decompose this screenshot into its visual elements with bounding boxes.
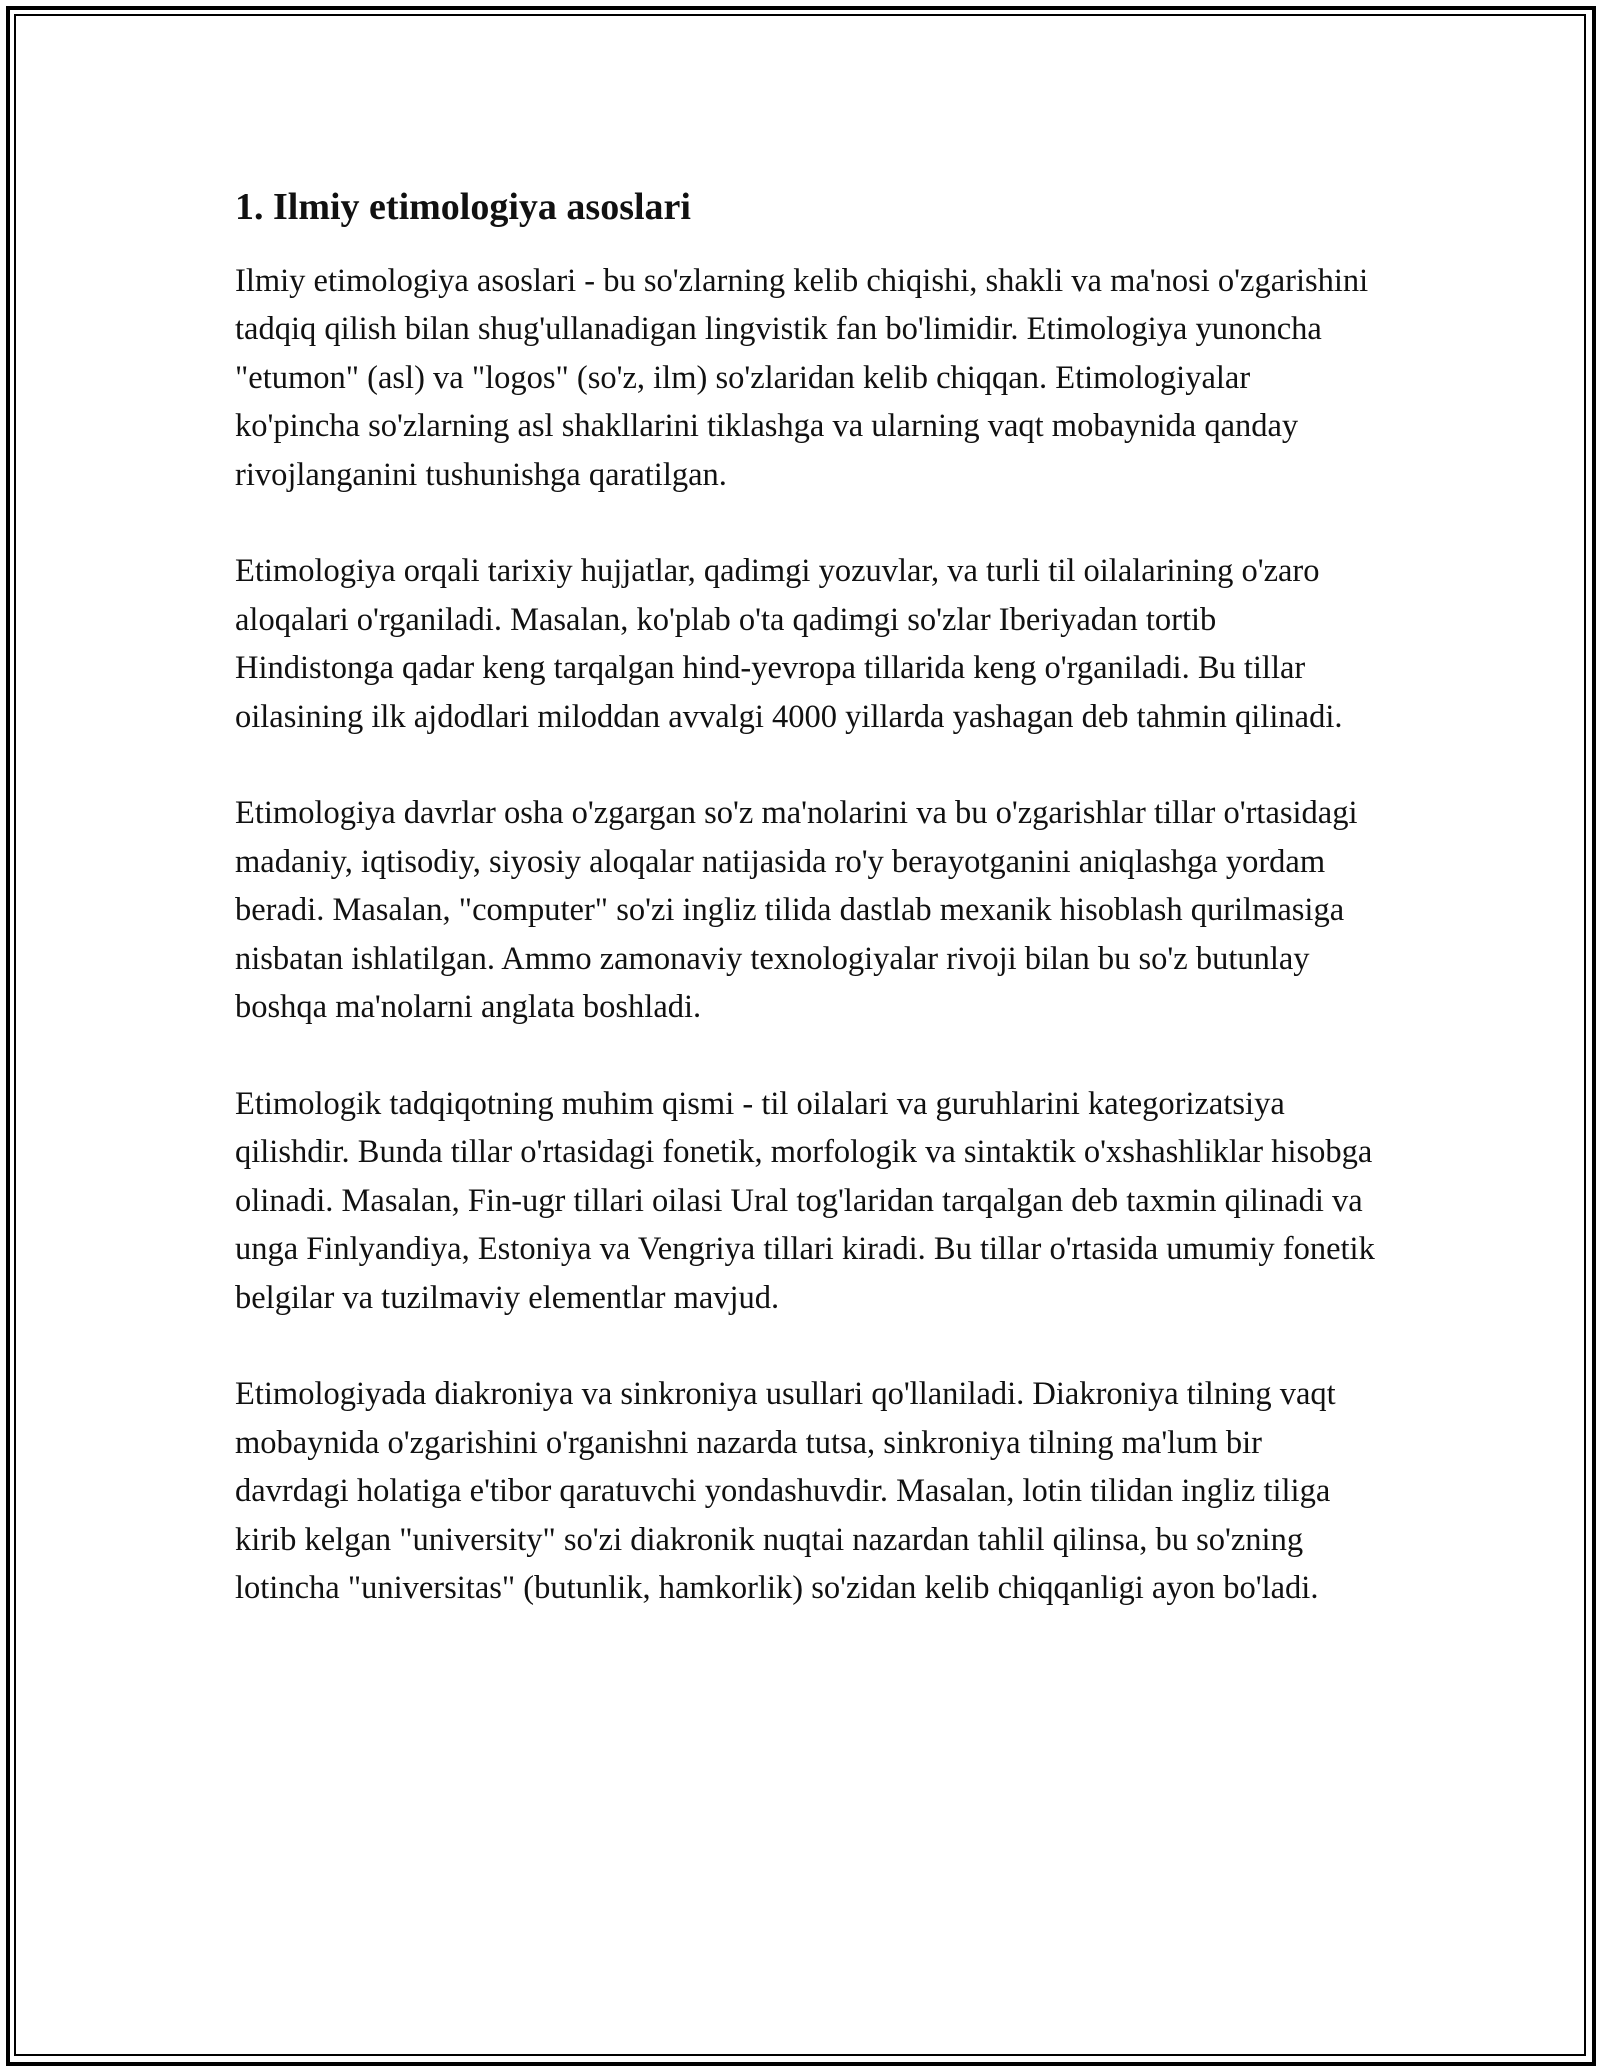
paragraph-5: Etimologiyada diakroniya va sinkroniya usullari qo'llaniladi. Diakroniya tilning vaqt mobaynida o'zgarishini o'rganishni nazarda tutsa, sinkroniya tilning ma'lum bir davrdagi holatiga e'tibor qaratuvchi yondashuvdir. Masalan, lotin tilidan ingliz tiliga kirib kelgan "university" so'zi diakronik nuqtai nazardan tahlil qilinsa, bu so'zning lotincha "universitas" (butunlik, hamkorlik) so'zidan kelib chiqqanligi ayon bo'ladi.: [235, 1376, 1336, 1607]
paragraph-1: Ilmiy etimologiya asoslari - bu so'zlarning kelib chiqishi, shakli va ma'nosi o'zgarishini tadqiq qilish bilan shug'ullanadigan lingvistik fan bo'limidir. Etimologiya yunoncha "etumon" (asl) va "logos" (so'z, ilm) so'zlaridan kelib chiqqan. Etimologiyalar ko'pincha so'zlarning asl shakllarini tiklashga va ularning vaqt mobaynida qanday rivojlanganini tushunishga qaratilgan.: [235, 262, 1369, 493]
document-body: [235, 185, 1375, 1661]
section-heading: 1. Ilmiy etimologiya asoslari: [235, 186, 691, 228]
paragraph-2: Etimologiya orqali tarixiy hujjatlar, qadimgi yozuvlar, va turli til oilalarining o'zaro aloqalari o'rganiladi. Masalan, ko'plab o'ta qadimgi so'zlar Iberiyadan tortib Hindistonga qadar keng tarqalgan hind-yevropa tillarida keng o'rganiladi. Bu tillar oilasining ilk ajdodlari miloddan avvalgi 4000 yillarda yashagan deb tahmin qilinadi.: [235, 553, 1343, 735]
paragraph-3: Etimologiya davrlar osha o'zgargan so'z ma'nolarini va bu o'zgarishlar tillar o'rtasidagi madaniy, iqtisodiy, siyosiy aloqalar natijasida ro'y berayotganini aniqlashga yordam beradi. Masalan, "computer" so'zi ingliz tilida dastlab mexanik hisoblash qurilmasiga nisbatan ishlatilgan. Ammo zamonaviy texnologiyalar rivoji bilan bu so'z butunlay boshqa ma'nolarni anglata boshladi.: [235, 795, 1358, 1026]
paragraph-4: Etimologik tadqiqotning muhim qismi - til oilalari va guruhlarini kategorizatsiya qilishdir. Bunda tillar o'rtasidagi fonetik, morfologik va sintaktik o'xshashliklar hisobga olinadi. Masalan, Fin-ugr tillari oilasi Ural tog'laridan tarqalgan deb taxmin qilinadi va unga Finlyandiya, Estoniya va Vengriya tillari kiradi. Bu tillar o'rtasida umumiy fonetik belgilar va tuzilmaviy elementlar mavjud.: [235, 1085, 1375, 1316]
